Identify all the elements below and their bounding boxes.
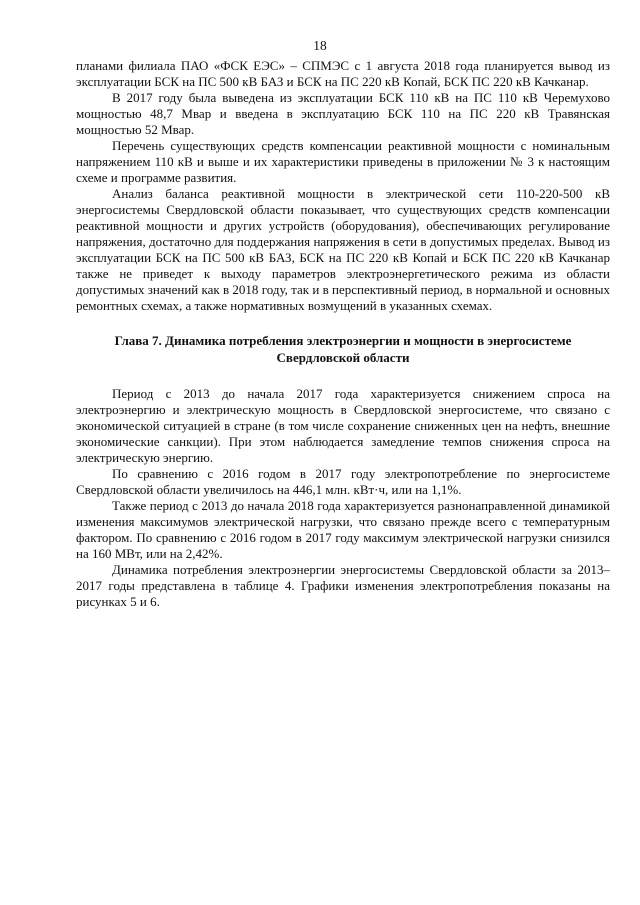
page-number: 18 [313, 38, 327, 53]
paragraph: Анализ баланса реактивной мощности в электрической сети 110-220-500 кВ энергосистемы Свердловской области показывает, что существующих средств компенсации реактивной мощности и других устройств (оборудования), обеспечивающих регулирование напряжения, достаточно для поддержания напряжения в сети в допустимых пределах. Вывод из эксплуатации БСК на ПС 500 кВ БАЗ, БСК на ПС 220 кВ Копай и БСК ПС 220 кВ Качканар также не приведет к выходу параметров электроэнергетического режима из области допустимых значений как в 2018 году, так и в перспективный период, в нормальной и основных ремонтных схемах, а также нормативных возмущений в указанных схемах. [76, 186, 610, 313]
paragraph: Также период с 2013 до начала 2018 года характеризуется разнонаправленной динамикой изменения максимумов электрической нагрузки, что связано прежде всего с температурным фактором. По сравнению с 2016 годом в 2017 году максимум электрической нагрузки снизился на 160 МВт, или на 2,42%. [76, 498, 610, 561]
paragraph: По сравнению с 2016 годом в 2017 году электропотребление по энергосистеме Свердловской области увеличилось на 446,1 млн. кВт·ч, или на 1,1%. [76, 466, 610, 497]
paragraph: В 2017 году была выведена из эксплуатации БСК 110 кВ на ПС 110 кВ Черемухово мощностью 48,7 Мвар и введена в эксплуатацию БСК 110 на ПС 220 кВ Травянская мощностью 52 Мвар. [76, 90, 610, 137]
paragraph: Динамика потребления электроэнергии энергосистемы Свердловской области за 2013–2017 годы представлена в таблице 4. Графики изменения электропотребления показаны на рисунках 5 и 6. [76, 562, 610, 609]
chapter-heading: Глава 7. Динамика потребления электроэнергии и мощности в энергосистеме Свердловской области [114, 333, 572, 365]
paragraph: Перечень существующих средств компенсации реактивной мощности с номинальным напряжением 110 кВ и выше и их характеристики приведены в приложении № 3 к настоящим схеме и программе развития. [76, 138, 610, 185]
paragraph: планами филиала ПАО «ФСК ЕЭС» – СПМЭС с 1 августа 2018 года планируется вывод из эксплуатации БСК на ПС 500 кВ БАЗ и БСК на ПС 220 кВ Копай, БСК ПС 220 кВ Качканар. [76, 58, 610, 89]
page-content [76, 58, 610, 610]
paragraph: Период с 2013 до начала 2017 года характеризуется снижением спроса на электроэнергию и электрическую мощность в Свердловской энергосистеме, что связано с экономической ситуацией в стране (в том числе сохранение сниженных цен на нефть, внешние экономические санкции). При этом наблюдается замедление темпов снижения спроса на электрическую энергию. [76, 386, 610, 465]
